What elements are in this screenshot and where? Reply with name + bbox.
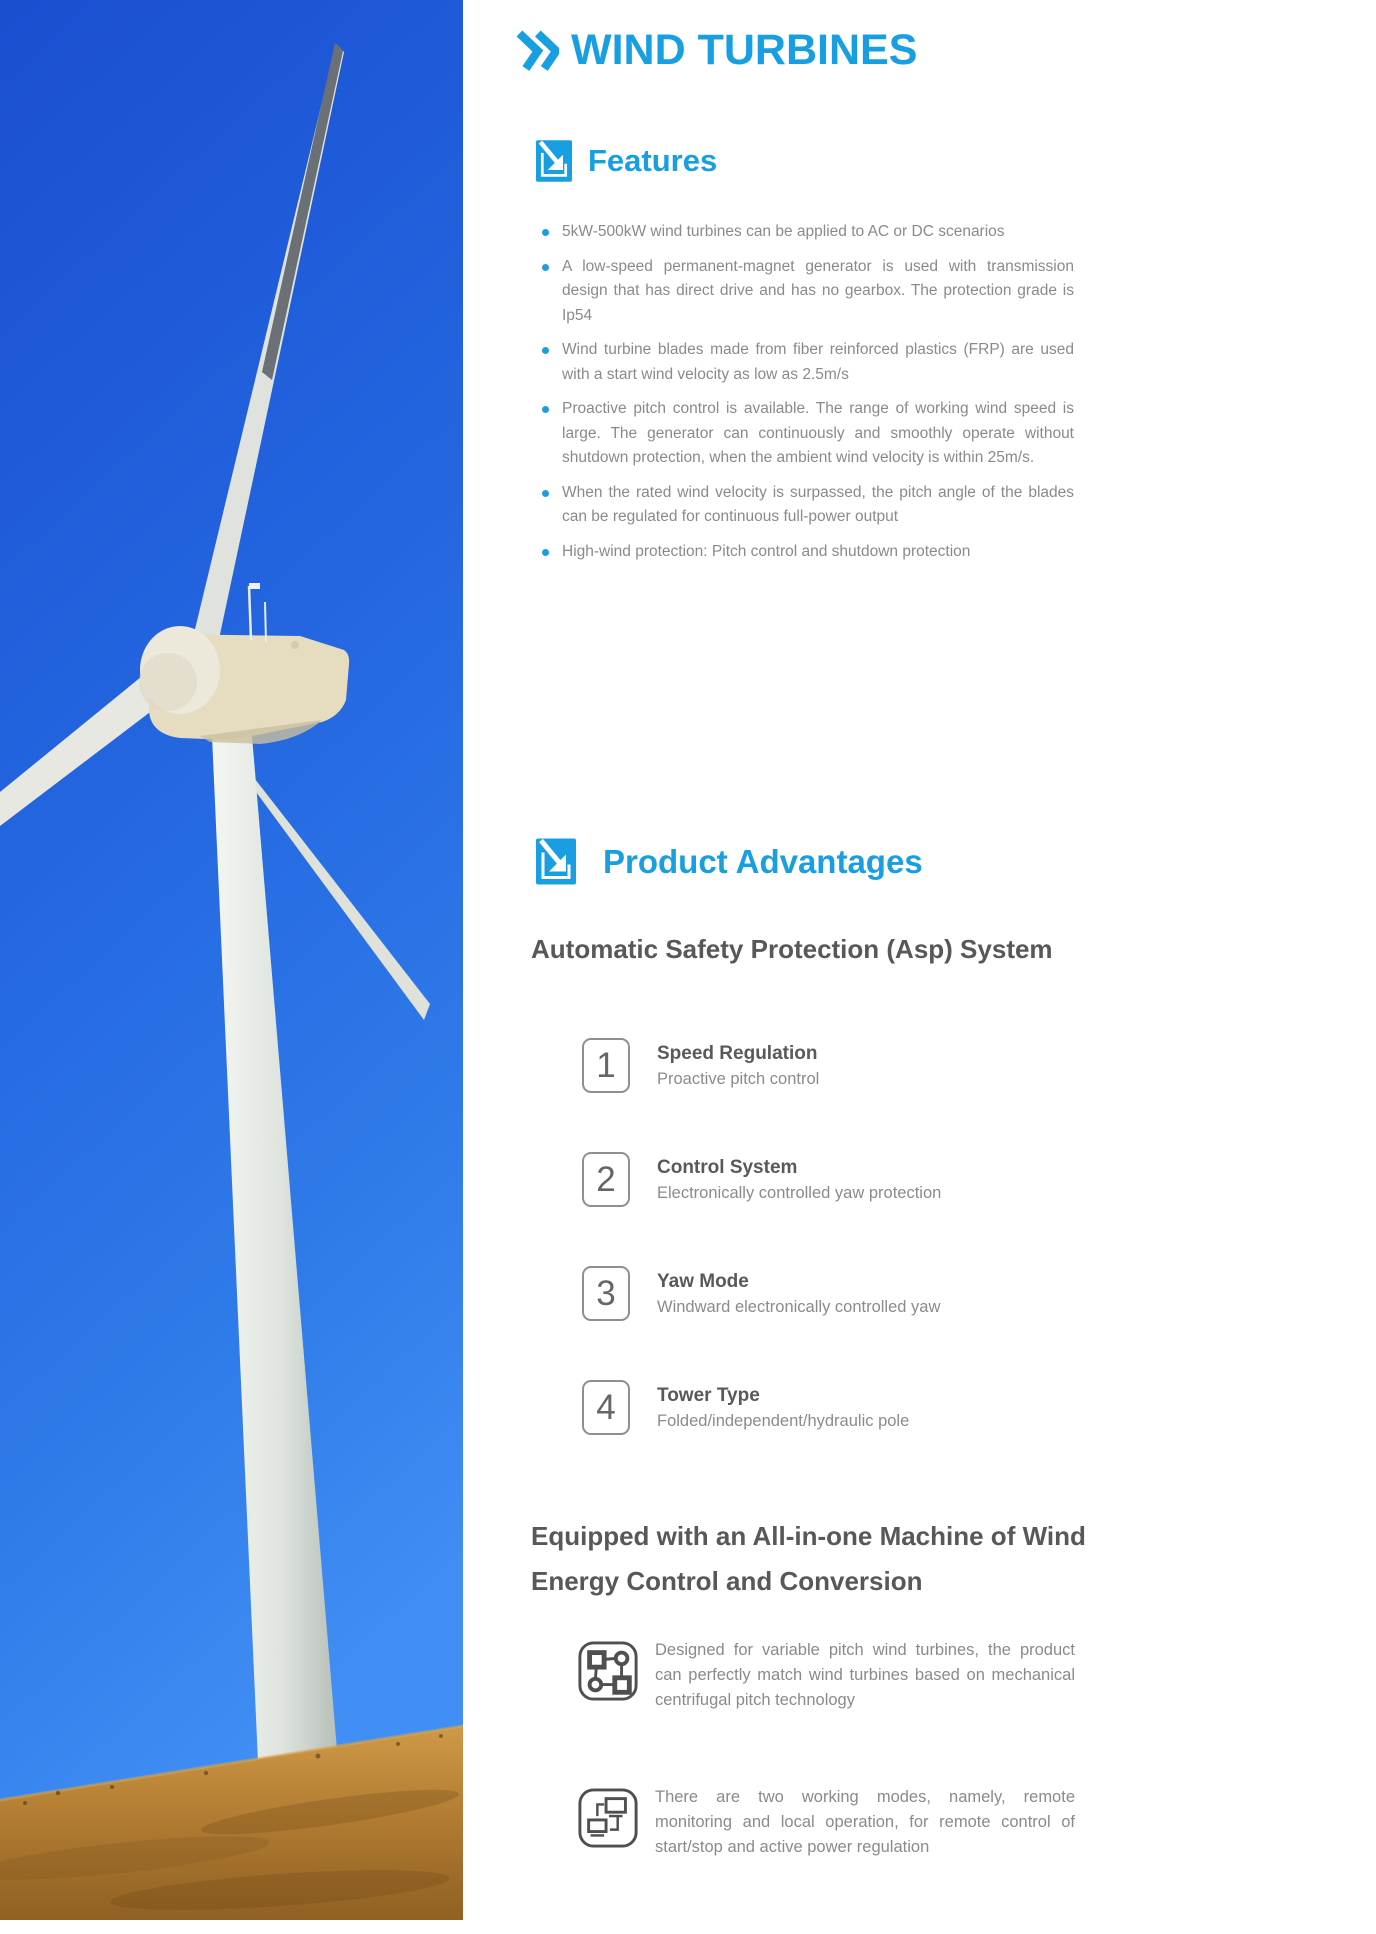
feature-item: Wind turbine blades made from fiber reinforced plastics (FRP) are used with a start wind velocity as low as 2.5m/s xyxy=(562,338,1074,387)
all-in-one-list xyxy=(577,1640,1075,1934)
asp-item-title: Speed Regulation xyxy=(657,1042,818,1064)
features-heading: Features xyxy=(588,143,718,178)
asp-item-description: Proactive pitch control xyxy=(657,1069,820,1088)
all-in-one-item xyxy=(577,1640,1075,1713)
remote-monitoring-icon xyxy=(577,1787,639,1849)
feature-item: Proactive pitch control is available. The range of working wind speed is large. The generator can continuously and smoothly operate without shutdown protection, when the ambient wind velocity is within 25m/s. xyxy=(562,397,1074,471)
asp-system-heading: Automatic Safety Protection (Asp) System xyxy=(531,934,1053,964)
features-header xyxy=(536,140,717,182)
feature-item: When the rated wind velocity is surpassed, the pitch angle of the blades can be regulated for continuous full-power output xyxy=(562,481,1074,530)
asp-item xyxy=(582,1152,941,1207)
hub-shading xyxy=(139,653,197,711)
number-badge: 1 xyxy=(582,1038,630,1093)
asp-item-title: Tower Type xyxy=(657,1384,760,1406)
asp-item-description: Windward electronically controlled yaw xyxy=(657,1297,941,1316)
features-list xyxy=(562,220,1074,574)
asp-item-description: Electronically controlled yaw protection xyxy=(657,1183,942,1202)
asp-item-title: Control System xyxy=(657,1156,798,1178)
product-advantages-heading: Product Advantages xyxy=(603,842,923,880)
page-title: WIND TURBINES xyxy=(571,26,918,74)
number-badge: 4 xyxy=(582,1380,630,1435)
asp-item-description: Folded/independent/hydraulic pole xyxy=(657,1411,910,1430)
feature-item: 5kW-500kW wind turbines can be applied to AC or DC scenarios xyxy=(562,220,1074,245)
corner-arrow-icon xyxy=(536,140,572,182)
feature-item: High-wind protection: Pitch control and shutdown protection xyxy=(562,540,1074,565)
all-in-one-heading: Equipped with an All-in-one Machine of Wind Energy Control and Conversion xyxy=(531,1521,1086,1596)
number-badge: 3 xyxy=(582,1266,630,1321)
asp-item-title: Yaw Mode xyxy=(657,1270,749,1292)
antenna-vane xyxy=(249,583,260,589)
feature-item: A low-speed permanent-magnet generator is used with transmission design that has direct drive and has no gearbox. The protection grade is Ip54 xyxy=(562,255,1074,329)
network-diagram-icon xyxy=(577,1640,639,1702)
asp-item xyxy=(582,1266,941,1321)
nacelle-dome xyxy=(291,641,299,649)
wind-turbine-photo-graphic xyxy=(0,0,463,1920)
asp-item xyxy=(582,1038,941,1093)
all-in-one-text: Designed for variable pitch wind turbines, the product can perfectly match wind turbines based on mechanical centrifugal pitch technology xyxy=(655,1641,1075,1709)
nacelle-antenna-2 xyxy=(265,602,266,642)
page-title-row xyxy=(513,26,917,75)
content-column xyxy=(463,0,1376,1920)
all-in-one-text: There are two working modes, namely, remote monitoring and local operation, for remote control of start/stop and active power regulation xyxy=(655,1788,1075,1856)
wind-turbine-photo xyxy=(0,0,463,1920)
number-badge: 2 xyxy=(582,1152,630,1207)
double-chevron-right-icon xyxy=(513,28,559,74)
product-advantages-header xyxy=(536,838,923,885)
asp-item xyxy=(582,1380,941,1435)
all-in-one-item xyxy=(577,1787,1075,1860)
corner-arrow-icon xyxy=(536,838,576,885)
asp-list xyxy=(582,1038,941,1494)
